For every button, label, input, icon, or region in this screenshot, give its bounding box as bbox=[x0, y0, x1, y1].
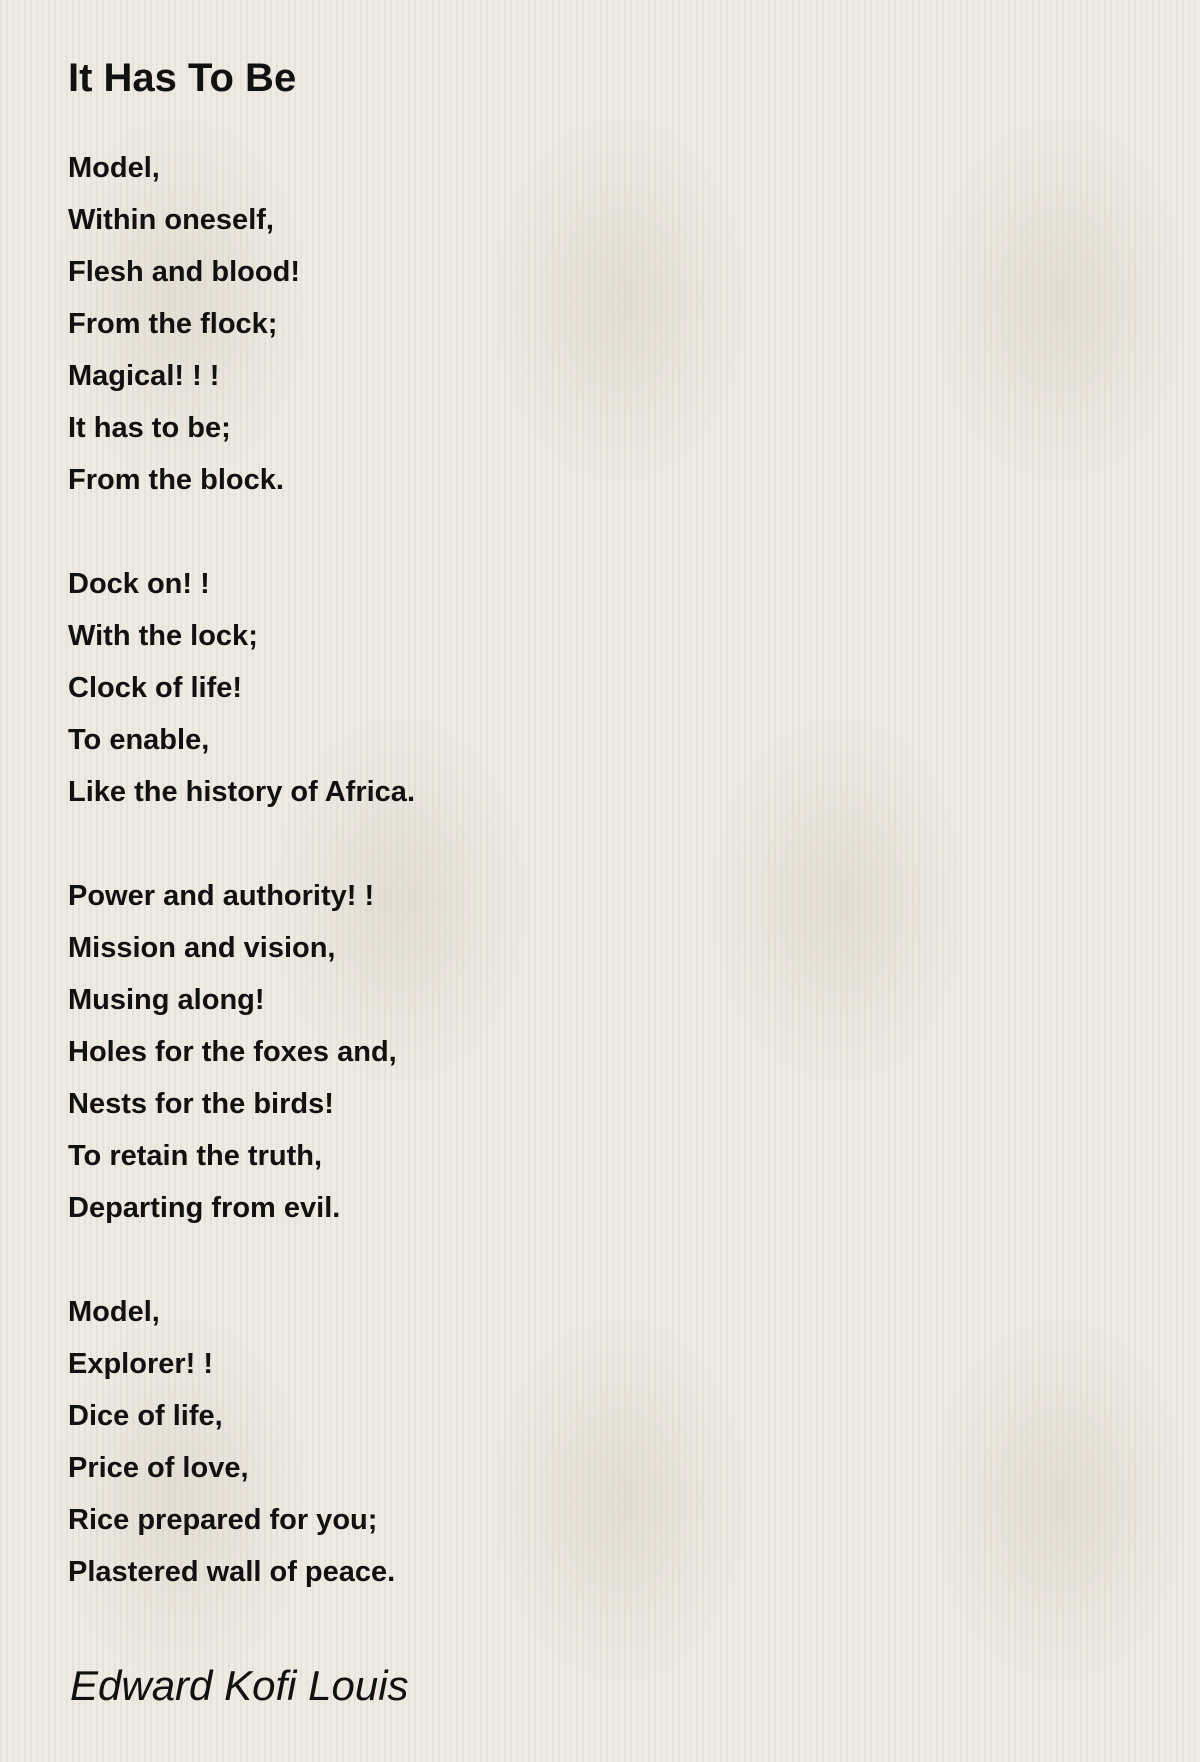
poem-line: Explorer! ! bbox=[68, 1348, 214, 1380]
poem-author: Edward Kofi Louis bbox=[70, 1662, 409, 1709]
poem-line: Model, bbox=[68, 1296, 160, 1328]
poem-line: Departing from evil. bbox=[68, 1192, 341, 1224]
poem-line: Nests for the birds! bbox=[68, 1088, 334, 1120]
poem-line: Dock on! ! bbox=[68, 568, 210, 600]
poem-line: To enable, bbox=[68, 724, 210, 756]
poem-container bbox=[68, 52, 1128, 1598]
poem-line: From the flock; bbox=[68, 308, 278, 340]
poem-line: Mission and vision, bbox=[68, 932, 336, 964]
poem-line: Clock of life! bbox=[68, 672, 243, 704]
poem-line: From the block. bbox=[68, 464, 284, 496]
poem-line: Model, bbox=[68, 152, 160, 184]
stanza-4 bbox=[68, 1286, 1128, 1598]
stanza-3 bbox=[68, 870, 1128, 1234]
poem-line: Plastered wall of peace. bbox=[68, 1556, 396, 1588]
stanza-2 bbox=[68, 558, 1128, 818]
stanza-1 bbox=[68, 142, 1128, 506]
poem-line: Price of love, bbox=[68, 1452, 249, 1484]
poem-line: Like the history of Africa. bbox=[68, 776, 415, 808]
poem-line: Dice of life, bbox=[68, 1400, 223, 1432]
poem-line: To retain the truth, bbox=[68, 1140, 323, 1172]
poem-line: With the lock; bbox=[68, 620, 258, 652]
poem-line: Musing along! bbox=[68, 984, 265, 1016]
poem-line: Magical! ! ! bbox=[68, 360, 220, 392]
poem-line: Flesh and blood! bbox=[68, 256, 300, 288]
poem-line: Power and authority! ! bbox=[68, 880, 375, 912]
poem-line: Within oneself, bbox=[68, 204, 274, 236]
poem-line: Holes for the foxes and, bbox=[68, 1036, 397, 1068]
poem-line: Rice prepared for you; bbox=[68, 1504, 378, 1536]
poem-line: It has to be; bbox=[68, 412, 231, 444]
poem-title: It Has To Be bbox=[68, 56, 297, 100]
